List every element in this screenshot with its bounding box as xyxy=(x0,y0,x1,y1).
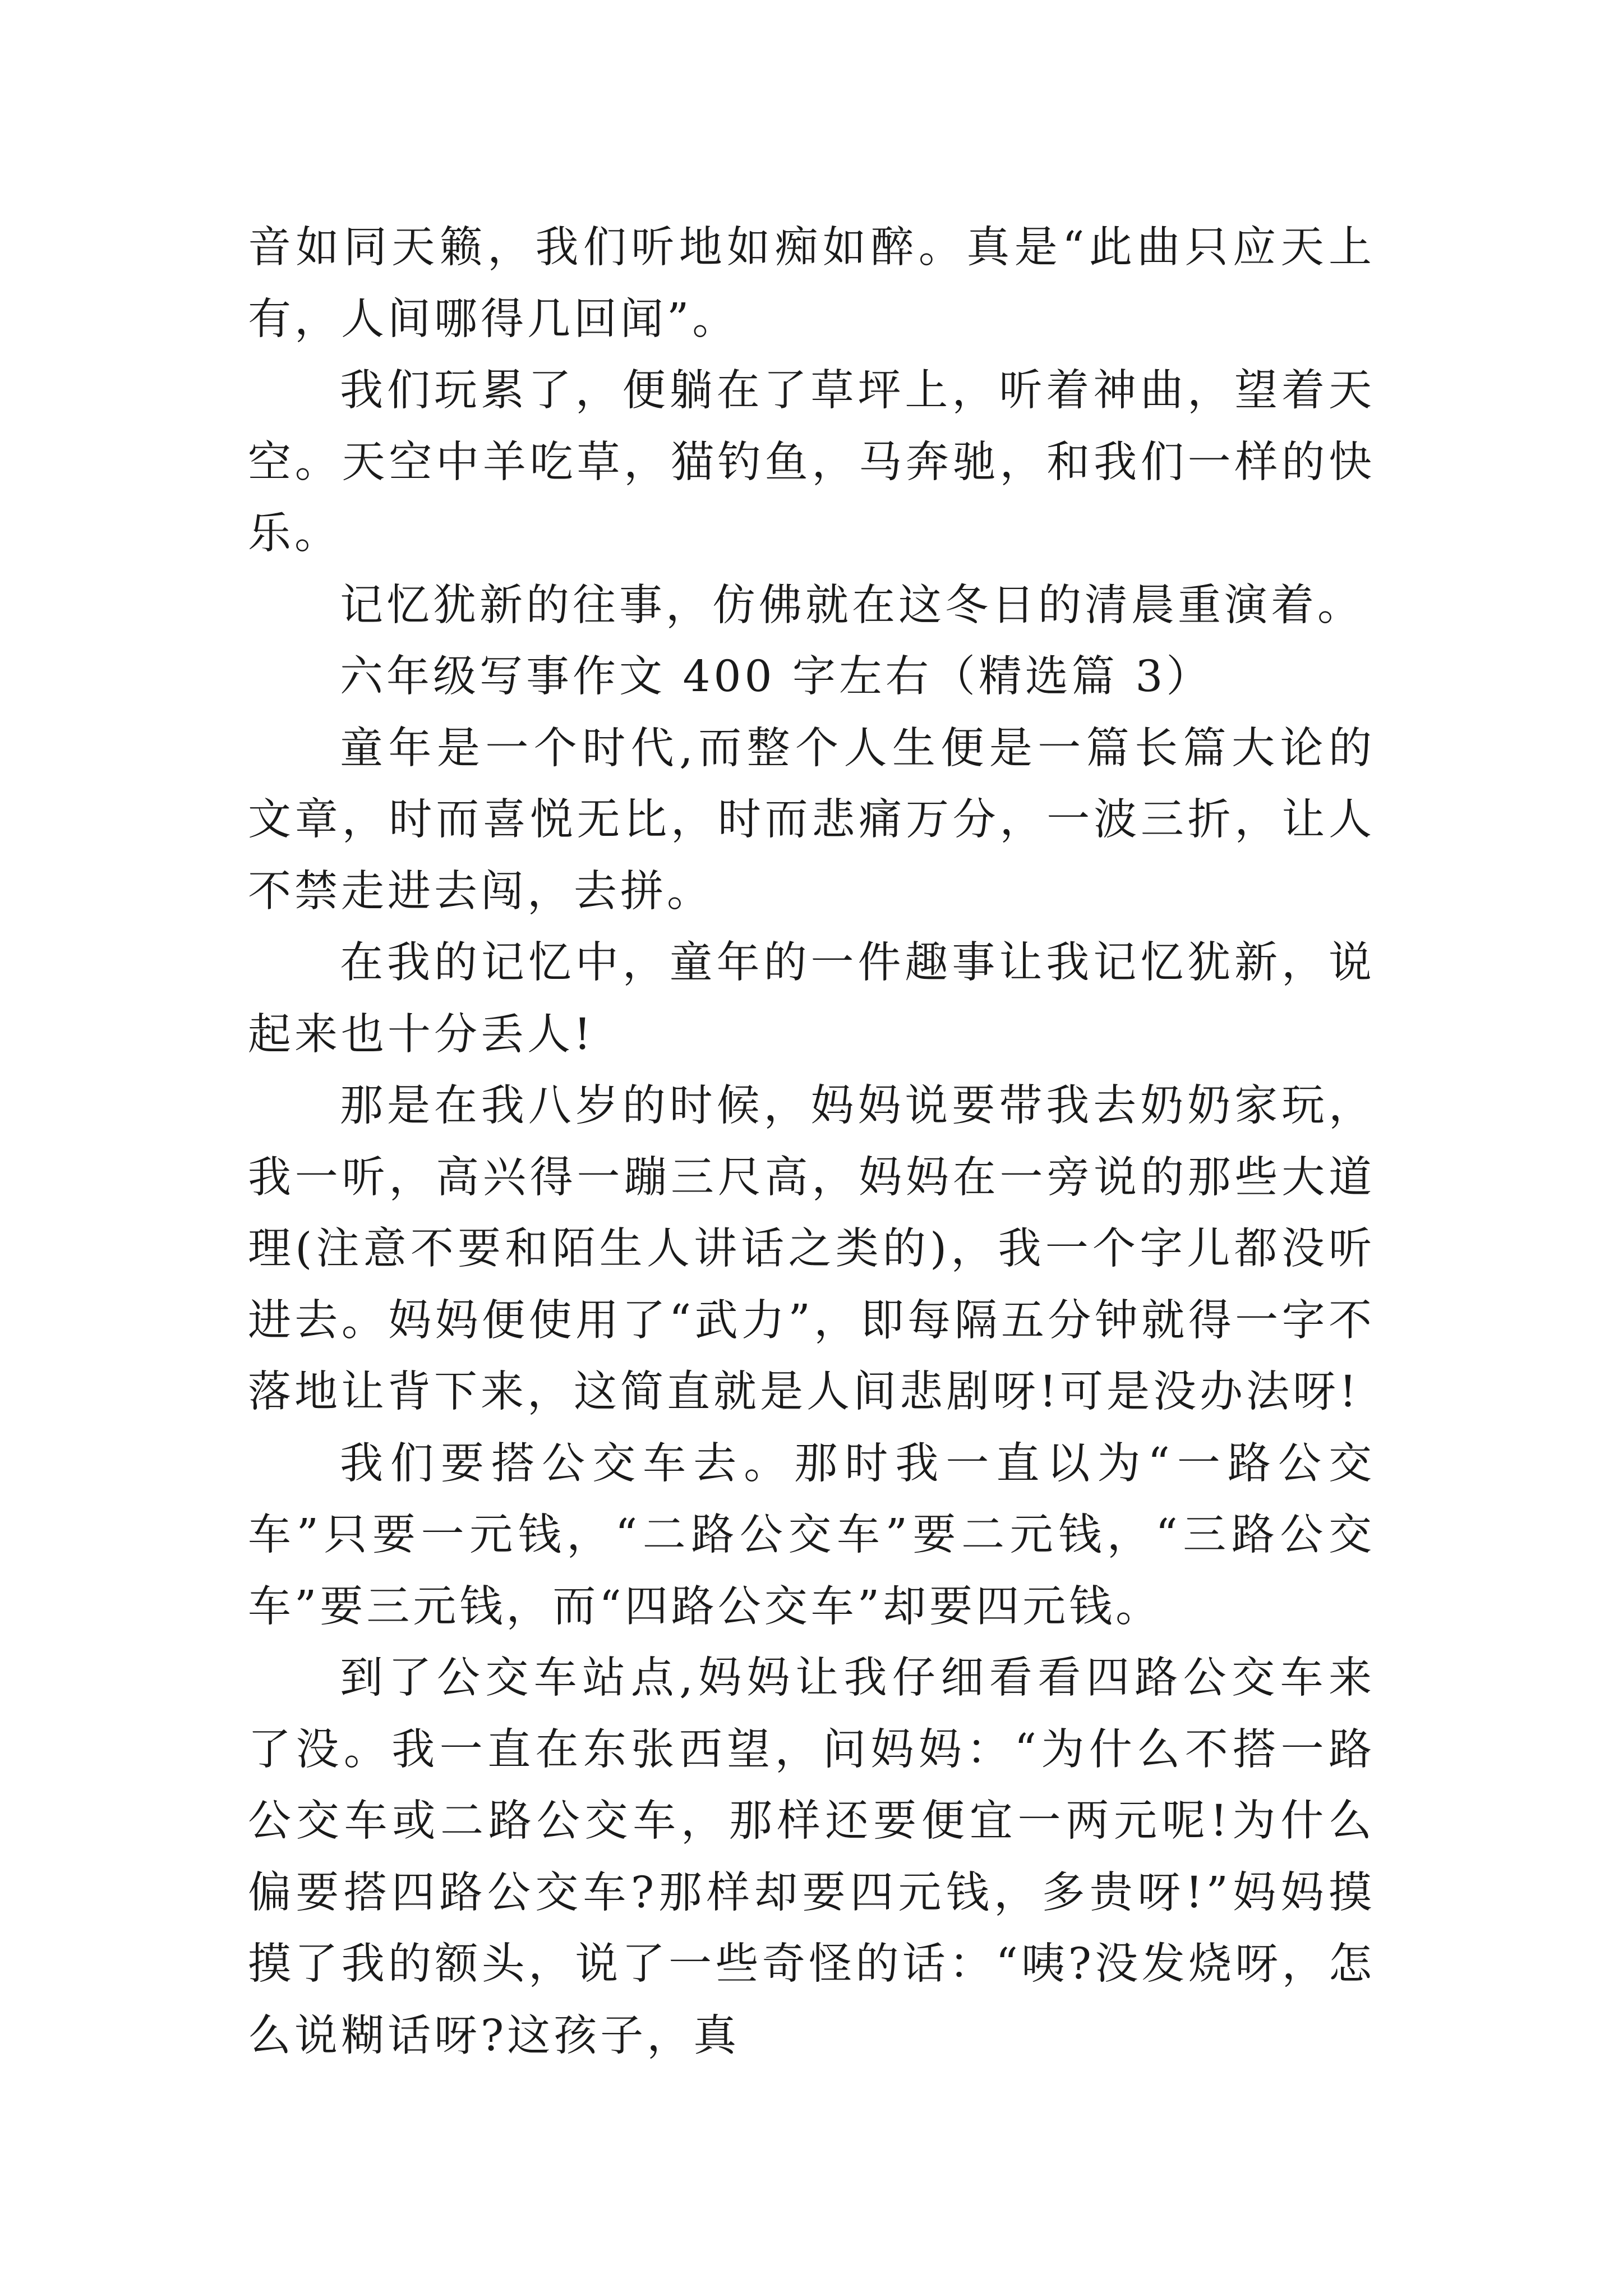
paragraph-8: 我们要搭公交车去。那时我一直以为“一路公交车”只要一元钱，“二路公交车”要二元钱，“三路公交车”要三元钱，而“四路公交车”却要四元钱。 xyxy=(248,1438,1375,1632)
paragraph-6: 在我的记忆中，童年的一件趣事让我记忆犹新，说起来也十分丢人! xyxy=(248,938,1375,1060)
body-text xyxy=(248,212,1375,2072)
paragraph-7: 那是在我八岁的时候，妈妈说要带我去奶奶家玩，我一听，高兴得一蹦三尺高，妈妈在一旁说的那些大道理(注意不要和陌生人讲话之类的)，我一个字儿都没听进去。妈妈便使用了“武力”，即每隔五分钟就得一字不落地让背下来，这简直就是人间悲剧呀!可是没办法呀! xyxy=(248,1081,1375,1417)
paragraph-1: 音如同天籁，我们听地如痴如醉。真是“此曲只应天上有，人间哪得几回闻”。 xyxy=(248,223,1375,344)
paragraph-9: 到了公交车站点,妈妈让我仔细看看四路公交车来了没。我一直在东张西望，问妈妈：“为什么不搭一路公交车或二路公交车，那样还要便宜一两元呢!为什么偏要搭四路公交车?那样却要四元钱，多贵呀!”妈妈摸摸了我的额头，说了一些奇怪的话：“咦?没发烧呀，怎么说糊话呀?这孩子，真 xyxy=(248,1653,1375,2061)
section-heading: 六年级写事作文 400 字左右（精选篇 3） xyxy=(340,652,1213,702)
paragraph-2: 我们玩累了，便躺在了草坪上，听着神曲，望着天空。天空中羊吃草，猫钓鱼，马奔驰，和我们一样的快乐。 xyxy=(248,366,1375,559)
paragraph-3: 记忆犹新的往事，仿佛就在这冬日的清晨重演着。 xyxy=(340,580,1364,631)
paragraph-5: 童年是一个时代,而整个人生便是一篇长篇大论的文章，时而喜悦无比，时而悲痛万分，一波三折，让人不禁走进去闯，去拼。 xyxy=(248,723,1375,917)
